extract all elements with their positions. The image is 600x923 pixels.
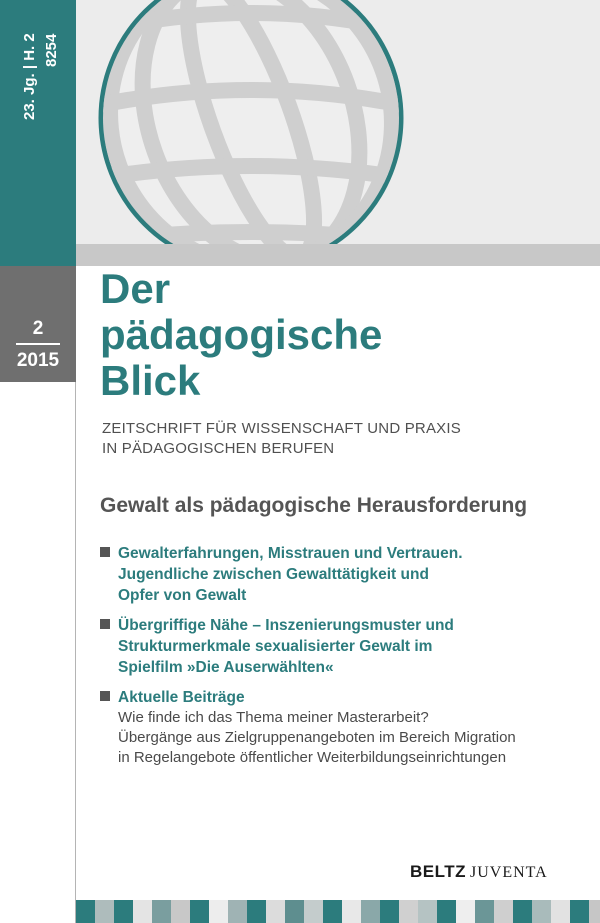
article-item bbox=[100, 615, 580, 678]
title-line: pädagogische bbox=[100, 311, 383, 358]
strip-square bbox=[76, 900, 95, 923]
strip-square bbox=[152, 900, 171, 923]
strip-square bbox=[209, 900, 228, 923]
journal-subtitle bbox=[102, 419, 461, 459]
article-item bbox=[100, 543, 580, 606]
strip-square bbox=[190, 900, 209, 923]
strip-square bbox=[532, 900, 551, 923]
strip-square bbox=[133, 900, 152, 923]
article-headline bbox=[118, 615, 580, 678]
article-item bbox=[100, 687, 580, 768]
strip-square bbox=[475, 900, 494, 923]
title-line: Der bbox=[100, 265, 171, 312]
subtitle-line: ZEITSCHRIFT FÜR WISSENSCHAFT UND PRAXIS bbox=[102, 420, 461, 437]
strip-square bbox=[551, 900, 570, 923]
strip-square bbox=[342, 900, 361, 923]
article-headline bbox=[118, 687, 580, 708]
square-bullet-icon bbox=[100, 691, 110, 701]
headline-line: Opfer von Gewalt bbox=[118, 587, 247, 604]
strip-square bbox=[494, 900, 513, 923]
subtitle-line: IN PÄDAGOGISCHEN BERUFEN bbox=[102, 440, 335, 457]
strip-square bbox=[589, 900, 600, 923]
strip-square bbox=[228, 900, 247, 923]
title-line: Blick bbox=[100, 357, 201, 404]
publisher-juventa: JUVENTA bbox=[470, 864, 548, 881]
issue-number: 2 bbox=[32, 318, 44, 339]
strip-square bbox=[304, 900, 323, 923]
strip-square bbox=[570, 900, 589, 923]
headline-line: Strukturmerkmale sexualisierter Gewalt im bbox=[118, 638, 433, 655]
description-line: in Regelangebote öffentlicher Weiterbildungseinrichtungen bbox=[118, 749, 507, 766]
strip-square bbox=[171, 900, 190, 923]
article-headline bbox=[118, 543, 580, 606]
order-number: 8254 bbox=[43, 33, 60, 67]
decorative-square-strip bbox=[76, 900, 600, 923]
square-bullet-icon bbox=[100, 547, 110, 557]
strip-square bbox=[95, 900, 114, 923]
volume-info bbox=[0, 0, 76, 150]
strip-square bbox=[380, 900, 399, 923]
headline-line: Spielfilm »Die Auserwählten« bbox=[118, 659, 334, 676]
strip-square bbox=[399, 900, 418, 923]
headline-line: Gewalterfahrungen, Misstrauen und Vertrauen. bbox=[118, 545, 463, 562]
headline-line: Jugendliche zwischen Gewalttätigkeit und bbox=[118, 566, 429, 583]
globe-area bbox=[76, 0, 600, 244]
strip-square bbox=[114, 900, 133, 923]
left-rule bbox=[75, 382, 76, 923]
strip-square bbox=[361, 900, 380, 923]
strip-square bbox=[247, 900, 266, 923]
square-bullet-icon bbox=[100, 619, 110, 629]
description-line: Wie finde ich das Thema meiner Masterarbeit? bbox=[118, 709, 429, 726]
strip-square bbox=[513, 900, 532, 923]
strip-square bbox=[418, 900, 437, 923]
globe-icon bbox=[76, 0, 600, 244]
journal-title bbox=[100, 266, 382, 404]
strip-square bbox=[285, 900, 304, 923]
description-line: Übergänge aus Zielgruppenangeboten im Bereich Migration bbox=[118, 729, 516, 746]
strip-square bbox=[323, 900, 342, 923]
strip-square bbox=[456, 900, 475, 923]
headline-line: Aktuelle Beiträge bbox=[118, 689, 245, 706]
publisher-beltz: BELTZ bbox=[410, 862, 467, 881]
strip-square bbox=[266, 900, 285, 923]
article-description bbox=[118, 708, 580, 768]
headline-line: Übergriffige Nähe – Inszenierungsmuster und bbox=[118, 617, 454, 634]
gray-band bbox=[76, 244, 600, 266]
publisher-logo bbox=[410, 862, 548, 882]
issue-theme: Gewalt als pädagogische Herausforderung bbox=[100, 494, 528, 517]
volume-label: 23. Jg. | H. 2 bbox=[21, 33, 38, 120]
issue-year: 2015 bbox=[16, 350, 60, 371]
strip-square bbox=[437, 900, 456, 923]
issue-divider bbox=[16, 343, 60, 345]
